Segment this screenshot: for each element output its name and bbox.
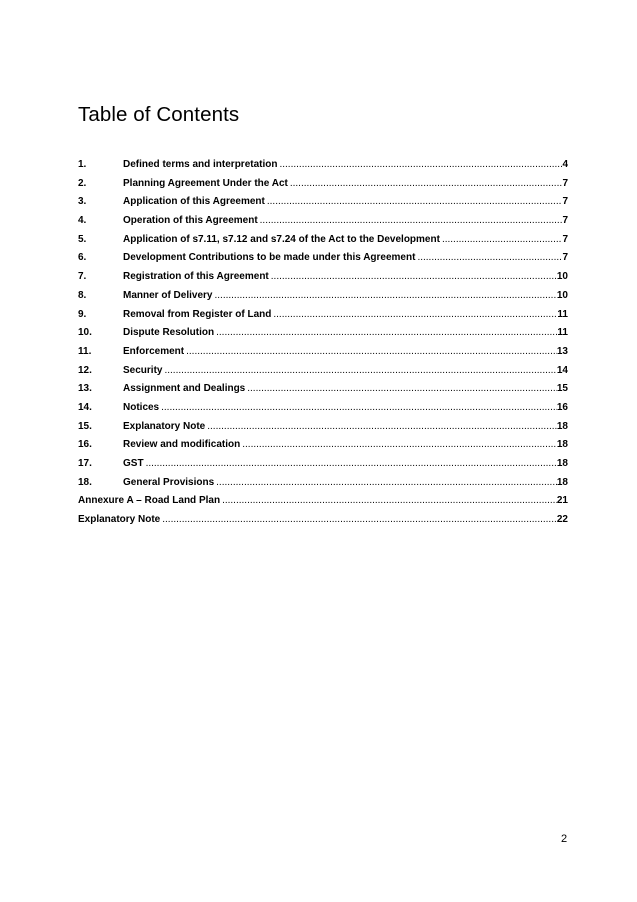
- toc-dot-leader: [146, 458, 557, 469]
- toc-dot-leader: [290, 178, 563, 189]
- toc-entry-label: Security: [123, 364, 163, 376]
- toc-entry-page: 7: [562, 215, 568, 227]
- toc-entry-number: 14.: [78, 401, 92, 413]
- toc-entry-label: Manner of Delivery: [123, 289, 213, 301]
- toc-entry-page: 10: [556, 289, 568, 301]
- toc-entry-17[interactable]: [78, 458, 568, 477]
- toc-entry-number: 12.: [78, 364, 92, 376]
- toc-dot-leader: [442, 234, 563, 245]
- toc-dot-leader: [162, 514, 557, 525]
- toc-entry-label: Annexure A – Road Land Plan: [78, 495, 221, 507]
- toc-entry-page: 18: [556, 439, 568, 451]
- toc-dot-leader: [273, 309, 557, 320]
- table-of-contents: [78, 159, 568, 533]
- toc-entry-page: 10: [556, 271, 568, 283]
- toc-entry-number: 4.: [78, 215, 87, 227]
- toc-entry-label: Dispute Resolution: [123, 327, 215, 339]
- toc-entry-4[interactable]: [78, 215, 568, 234]
- toc-entry-page: 7: [562, 233, 568, 245]
- toc-entry-8[interactable]: [78, 290, 568, 309]
- toc-dot-leader: [242, 439, 557, 450]
- toc-dot-leader: [417, 252, 562, 263]
- toc-entry-label: Operation of this Agreement: [123, 215, 258, 227]
- toc-entry-label: Notices: [123, 401, 160, 413]
- toc-entry-11[interactable]: [78, 346, 568, 365]
- toc-entry-18[interactable]: [78, 477, 568, 496]
- toc-entry-7[interactable]: [78, 271, 568, 290]
- toc-entry-page: 7: [562, 177, 568, 189]
- toc-entry-annexure-a[interactable]: [78, 495, 568, 514]
- toc-entry-page: 22: [556, 514, 568, 526]
- toc-dot-leader: [216, 477, 557, 488]
- toc-dot-leader: [267, 196, 563, 207]
- toc-entry-label: Explanatory Note: [123, 420, 206, 432]
- toc-entry-label: General Provisions: [123, 476, 215, 488]
- toc-dot-leader: [216, 327, 557, 338]
- toc-entry-2[interactable]: [78, 178, 568, 197]
- toc-entry-number: 6.: [78, 252, 87, 264]
- toc-entry-6[interactable]: [78, 252, 568, 271]
- toc-entry-page: 18: [556, 458, 568, 469]
- toc-entry-number: 1.: [78, 159, 87, 170]
- toc-entry-number: 8.: [78, 289, 87, 301]
- toc-dot-leader: [164, 365, 556, 376]
- page-number: 2: [561, 833, 568, 845]
- toc-entry-number: 16.: [78, 439, 92, 451]
- toc-entry-12[interactable]: [78, 365, 568, 384]
- toc-entry-10[interactable]: [78, 327, 568, 346]
- toc-entry-page: 11: [557, 327, 568, 339]
- toc-entry-5[interactable]: [78, 234, 568, 253]
- toc-entry-number: 15.: [78, 420, 92, 432]
- toc-dot-leader: [222, 495, 557, 506]
- toc-entry-3[interactable]: [78, 196, 568, 215]
- page-title: Table of Contents: [78, 103, 240, 126]
- toc-dot-leader: [186, 346, 557, 357]
- toc-entry-9[interactable]: [78, 309, 568, 328]
- toc-entry-page: 18: [556, 476, 568, 488]
- toc-entry-14[interactable]: [78, 402, 568, 421]
- toc-entry-page: 15: [556, 383, 568, 395]
- toc-entry-explanatory-note[interactable]: [78, 514, 568, 533]
- toc-entry-label: Registration of this Agreement: [123, 271, 269, 283]
- toc-entry-label: Removal from Register of Land: [123, 308, 272, 320]
- toc-entry-number: 9.: [78, 308, 87, 320]
- toc-dot-leader: [214, 290, 556, 301]
- toc-entry-number: 7.: [78, 271, 87, 283]
- toc-dot-leader: [247, 383, 557, 394]
- toc-entry-number: 10.: [78, 327, 92, 339]
- toc-entry-number: 11.: [78, 345, 92, 357]
- toc-entry-label: Enforcement: [123, 345, 185, 357]
- toc-entry-number: 5.: [78, 233, 87, 245]
- toc-dot-leader: [271, 271, 557, 282]
- toc-entry-label: Development Contributions to be made under this Agreement: [123, 252, 416, 264]
- toc-entry-label: Application of s7.11, s7.12 and s7.24 of the Act to the Development: [123, 233, 440, 245]
- toc-entry-page: 14: [556, 364, 568, 376]
- toc-dot-leader: [279, 159, 562, 170]
- toc-entry-page: 21: [556, 495, 568, 507]
- toc-entry-number: 2.: [78, 177, 87, 189]
- toc-entry-15[interactable]: [78, 421, 568, 440]
- toc-entry-number: 13.: [78, 383, 92, 395]
- toc-entry-page: 16: [556, 401, 568, 413]
- toc-entry-page: 7: [562, 252, 568, 264]
- toc-entry-16[interactable]: [78, 439, 568, 458]
- toc-entry-number: 18.: [78, 476, 92, 488]
- toc-entry-page: 13: [556, 345, 568, 357]
- toc-entry-label: Application of this Agreement: [123, 196, 265, 208]
- toc-entry-label: Explanatory Note: [78, 514, 161, 526]
- toc-entry-label: Assignment and Dealings: [123, 383, 246, 395]
- toc-dot-leader: [161, 402, 557, 413]
- toc-dot-leader: [260, 215, 563, 226]
- toc-entry-page: 7: [562, 196, 568, 208]
- toc-entry-page: 11: [557, 308, 568, 320]
- toc-entry-page: 4: [562, 159, 568, 170]
- toc-entry-label: Defined terms and interpretation: [123, 159, 278, 170]
- toc-dot-leader: [207, 421, 557, 432]
- toc-entry-page: 18: [556, 420, 568, 432]
- toc-entry-label: Review and modification: [123, 439, 241, 451]
- toc-entry-number: 17.: [78, 458, 92, 469]
- toc-entry-13[interactable]: [78, 383, 568, 402]
- toc-entry-label: GST: [123, 458, 144, 469]
- toc-entry-1[interactable]: [78, 159, 568, 178]
- toc-entry-number: 3.: [78, 196, 87, 208]
- toc-entry-label: Planning Agreement Under the Act: [123, 177, 288, 189]
